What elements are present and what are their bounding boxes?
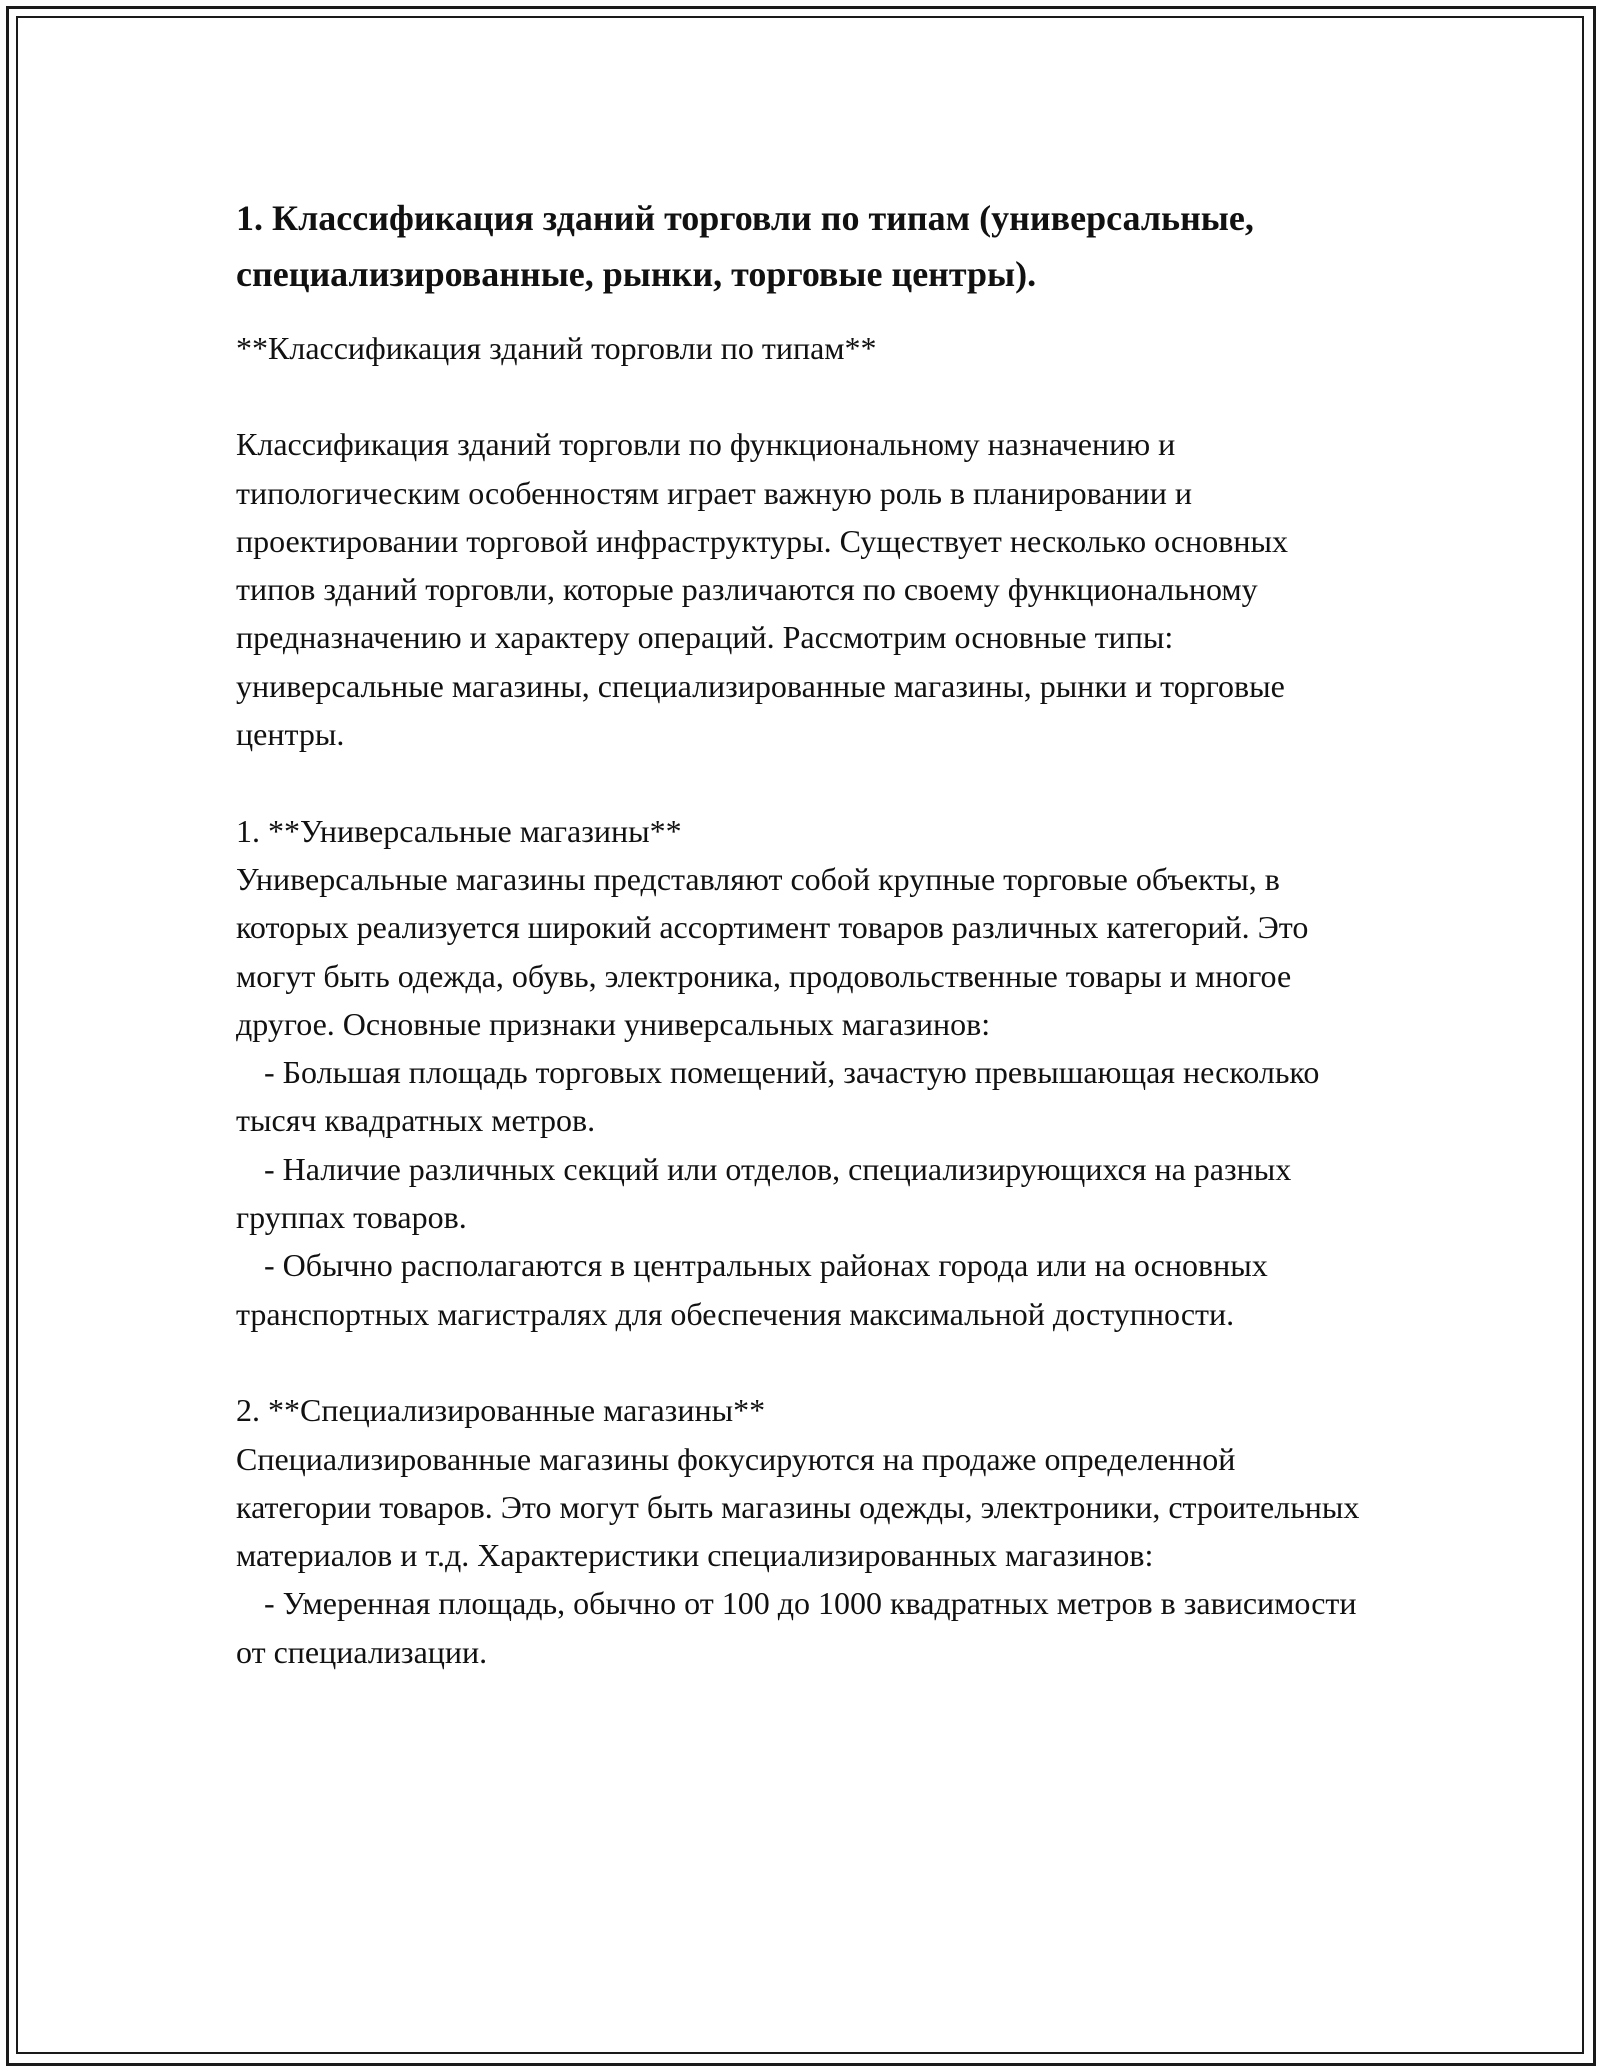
bullet-item: - Обычно располагаются в центральных районах города или на основных транспортных магистралях для обеспечения максимальной доступности.	[236, 1247, 1268, 1332]
bullet-item: - Большая площадь торговых помещений, зачастую превышающая несколько тысяч квадратных метров.	[236, 1054, 1320, 1139]
document-heading: 1. Классификация зданий торговли по типам (универсальные, специализированные, рынки, торговые центры).	[236, 198, 1254, 294]
bullet-item: - Наличие различных секций или отделов, специализирующихся на разных группах товаров.	[236, 1150, 1292, 1236]
document-subtitle: **Классификация зданий торговли по типам**	[236, 330, 877, 366]
section-specialized-stores	[236, 1386, 1366, 1676]
section-title: 1. **Универсальные магазины**	[236, 812, 682, 849]
document-body	[236, 190, 1366, 1676]
section-title: 2. **Специализированные магазины**	[236, 1392, 766, 1429]
paragraph-gap	[236, 1338, 1366, 1386]
paragraph-gap	[236, 372, 1366, 420]
bullet-item: - Умеренная площадь, обычно от 100 до 1000 квадратных метров в зависимости от специализации.	[236, 1585, 1357, 1670]
section-universal-stores	[236, 807, 1366, 1338]
paragraph-gap	[236, 758, 1366, 806]
section-body: Универсальные магазины представляют собой крупные торговые объекты, в которых реализуется широкий ассортимент товаров различных категорий. Это могут быть одежда, обувь, электроника, продовольственные товары и многое другое. Основные признаки универсальных магазинов:	[236, 860, 1309, 1042]
section-body: Специализированные магазины фокусируются на продаже определенной категории товаров. Это могут быть магазины одежды, электроники, строительных материалов и т.д. Характеристики специализированных магазинов:	[236, 1440, 1360, 1574]
intro-paragraph: Классификация зданий торговли по функциональному назначению и типологическим особенностям играет важную роль в планировании и проектировании торговой инфраструктуры. Существует несколько основных типов зданий торговли, которые различаются по своему функциональному предназначению и характеру операций. Рассмотрим основные типы: универсальные магазины, специализированные магазины, рынки и торговые центры.	[236, 426, 1288, 753]
